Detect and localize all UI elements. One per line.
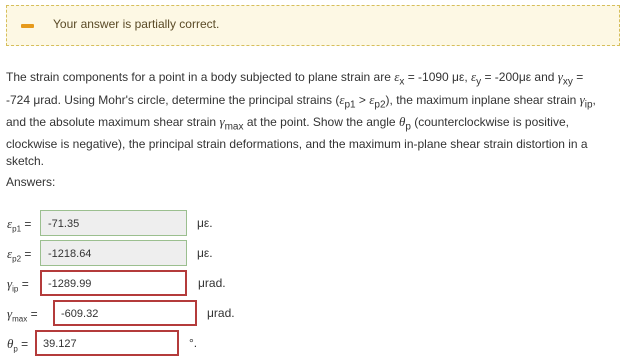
gip-input[interactable]: -1289.99 (40, 270, 187, 296)
problem-statement: The strain components for a point in a body subjected to plane strain are $\varepsilon_x = -1090$ με, $\varepsilon_y = -200\mu\varepsilon$ and $\gamma_{xy}$ = -724 μrad. Using Mohr's circle, determine the principal strains $(\varepsilon_{p1} > \varepsilon_{p2})$, the maximum inplane shear strain $\gamma_{ip}$, and the absolute maximum shear strain $\gamma_{max}$ at the point. Show the angle $\theta_p$ (counterclockwise is positive, clockwise is negative), the principal strain deformations, and the maximum in-plane shear strain distortion in a sketch. (6, 69, 596, 169)
answer-row-ep1 (0, 210, 636, 236)
theta-unit: °. (189, 336, 198, 350)
answer-label-gmax: $\gamma_{max}$ = (7, 306, 38, 324)
feedback-banner (6, 5, 620, 46)
answers-label: Answers: (6, 175, 56, 189)
answer-row-gmax (0, 300, 636, 326)
answer-row-theta (0, 330, 636, 356)
ep1-unit: με. (197, 216, 213, 230)
answer-label-ep1: $\varepsilon_{p1}$ = (7, 216, 32, 234)
gmax-input[interactable]: -609.32 (53, 300, 197, 326)
gip-unit: μrad. (198, 276, 226, 290)
theta-input[interactable]: 39.127 (35, 330, 179, 356)
ep2-unit: με. (197, 246, 213, 260)
ep2-input[interactable]: -1218.64 (40, 240, 187, 266)
answer-row-ep2 (0, 240, 636, 266)
answer-row-gip (0, 270, 636, 296)
gmax-unit: μrad. (207, 306, 235, 320)
answer-label-gip: $\gamma_{ip}$ = (7, 276, 29, 294)
minus-icon (21, 24, 34, 28)
ep1-input[interactable]: -71.35 (40, 210, 187, 236)
answer-label-theta: $\theta_p$ = (7, 336, 29, 354)
answer-label-ep2: $\varepsilon_{p2}$ = (7, 246, 32, 264)
feedback-message: Your answer is partially correct. (53, 17, 220, 31)
